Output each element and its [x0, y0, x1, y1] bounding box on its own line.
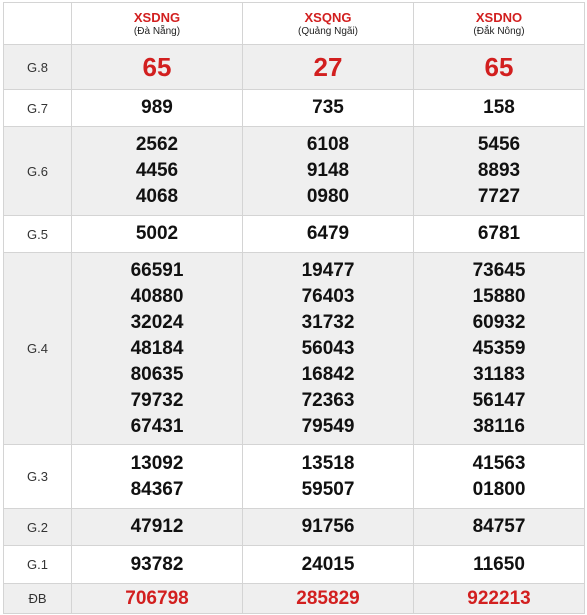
- prize-value: 41563: [472, 452, 526, 474]
- prize-value: 67431: [130, 415, 184, 437]
- special-prize-value: 285829: [243, 584, 414, 614]
- column-name[interactable]: XSDNO: [475, 9, 523, 25]
- prize-value: 0980: [306, 186, 350, 207]
- prize-value: 19477: [301, 259, 355, 281]
- row-label: G.4: [4, 253, 72, 445]
- row-g6: [4, 127, 585, 216]
- prize-value: 48184: [130, 337, 184, 359]
- row-g7: [4, 90, 585, 127]
- prize-value: 79549: [301, 415, 355, 437]
- row-label: G.5: [4, 216, 72, 253]
- special-prize-value: 922213: [414, 584, 585, 614]
- row-label: G.2: [4, 509, 72, 546]
- prize-cell: [414, 127, 585, 216]
- column-region: (Đà Nẵng): [133, 25, 181, 37]
- prize-value: 84757: [414, 509, 585, 546]
- row-special: [4, 584, 585, 614]
- prize-cell: [243, 445, 414, 509]
- prize-value: 9148: [306, 160, 350, 181]
- prize-value: 5002: [72, 216, 243, 253]
- row-label: G.7: [4, 90, 72, 127]
- header-empty-cell: [4, 3, 72, 45]
- column-region: (Quảng Ngãi): [297, 25, 359, 37]
- prize-value: 6108: [306, 134, 350, 155]
- row-label: ĐB: [4, 584, 72, 614]
- prize-value: 4068: [135, 186, 179, 207]
- row-label: G.3: [4, 445, 72, 509]
- prize-value: 80635: [130, 363, 184, 385]
- prize-value: 65: [414, 45, 585, 90]
- prize-value: 56147: [472, 389, 526, 411]
- prize-value: 32024: [130, 311, 184, 333]
- prize-value: 72363: [301, 389, 355, 411]
- prize-value: 60932: [472, 311, 526, 333]
- row-label: G.8: [4, 45, 72, 90]
- prize-value: 6479: [243, 216, 414, 253]
- prize-value: 15880: [472, 285, 526, 307]
- header-xsqng: [243, 3, 414, 45]
- prize-cell: [243, 127, 414, 216]
- prize-value: 4456: [135, 160, 179, 181]
- prize-cell: [72, 127, 243, 216]
- prize-value: 31183: [473, 363, 525, 385]
- prize-value: 91756: [243, 509, 414, 546]
- prize-value: 7727: [477, 186, 521, 207]
- header-row: [4, 3, 585, 45]
- row-g5: [4, 216, 585, 253]
- prize-value: 59507: [301, 478, 355, 500]
- column-name[interactable]: XSDNG: [133, 9, 181, 25]
- prize-value: 13092: [130, 452, 184, 474]
- row-g8: [4, 45, 585, 90]
- prize-value: 93782: [72, 546, 243, 584]
- prize-value: 40880: [130, 285, 184, 307]
- row-g3: [4, 445, 585, 509]
- lottery-results-table: [3, 2, 585, 614]
- prize-value: 45359: [472, 337, 526, 359]
- prize-value: 01800: [472, 478, 526, 500]
- prize-value: 6781: [414, 216, 585, 253]
- prize-cell: [72, 253, 243, 445]
- prize-value: 84367: [130, 478, 184, 500]
- prize-value: 31732: [301, 311, 355, 333]
- prize-value: 27: [243, 45, 414, 90]
- prize-value: 79732: [130, 389, 184, 411]
- prize-value: 13518: [301, 452, 355, 474]
- prize-value: 66591: [130, 259, 184, 281]
- column-region: (Đắk Nông): [473, 25, 525, 37]
- header-xsdno: [414, 3, 585, 45]
- prize-cell: [414, 445, 585, 509]
- prize-value: 65: [72, 45, 243, 90]
- prize-value: 8893: [477, 160, 521, 181]
- header-xsdng: [72, 3, 243, 45]
- prize-value: 16842: [301, 363, 355, 385]
- prize-cell: [72, 445, 243, 509]
- prize-value: 56043: [301, 337, 355, 359]
- row-g1: [4, 546, 585, 584]
- prize-value: 158: [414, 90, 585, 127]
- prize-value: 38116: [473, 415, 525, 437]
- prize-value: 5456: [477, 134, 521, 155]
- prize-cell: [243, 253, 414, 445]
- special-prize-value: 706798: [72, 584, 243, 614]
- column-name[interactable]: XSQNG: [304, 9, 352, 25]
- prize-value: 735: [243, 90, 414, 127]
- prize-value: 11650: [414, 546, 585, 584]
- prize-value: 73645: [472, 259, 526, 281]
- prize-value: 24015: [243, 546, 414, 584]
- prize-value: 989: [72, 90, 243, 127]
- row-g4: [4, 253, 585, 445]
- prize-value: 2562: [135, 134, 179, 155]
- prize-value: 47912: [72, 509, 243, 546]
- prize-cell: [414, 253, 585, 445]
- prize-value: 76403: [301, 285, 355, 307]
- row-g2: [4, 509, 585, 546]
- row-label: G.1: [4, 546, 72, 584]
- row-label: G.6: [4, 127, 72, 216]
